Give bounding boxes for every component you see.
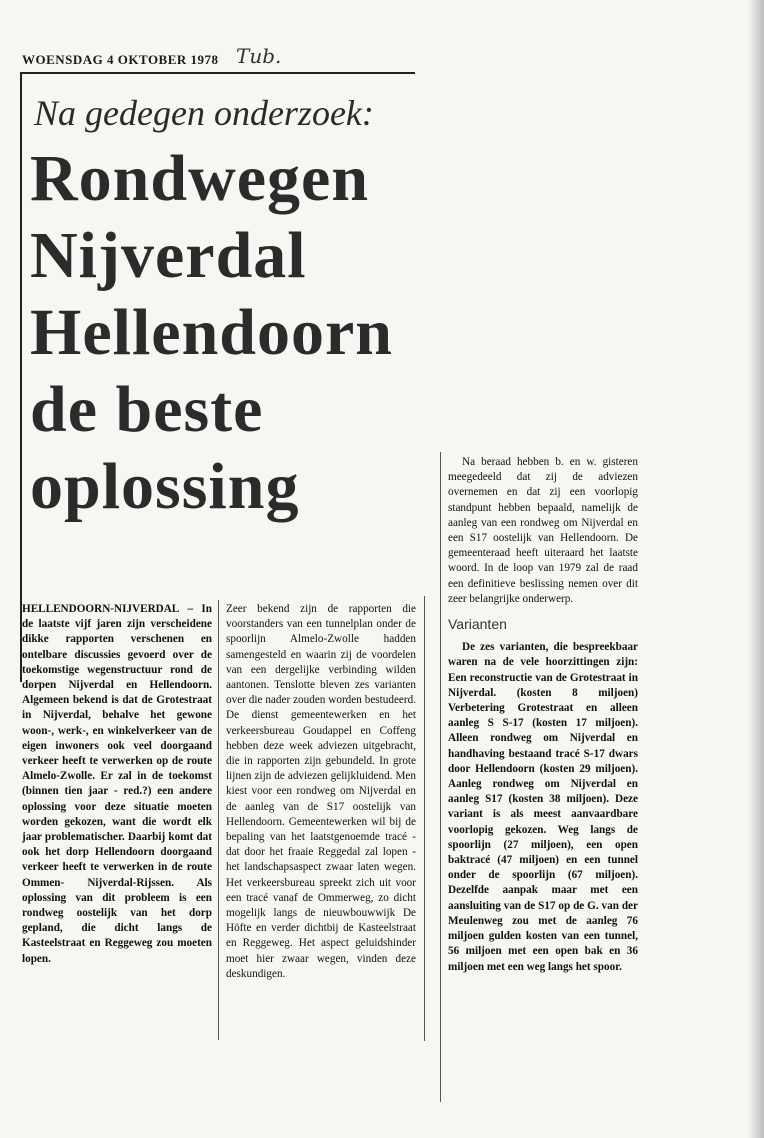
column-divider <box>440 452 441 1102</box>
headline-line: oplossing <box>30 450 300 523</box>
handwritten-source-note: Tub. <box>236 44 282 68</box>
headline-line: de beste <box>30 373 264 446</box>
top-rule <box>20 72 415 74</box>
article-kicker: Na gedegen onderzoek: <box>34 93 374 133</box>
article-headline <box>30 140 425 525</box>
headline-line: Nijverdal <box>30 219 307 292</box>
subheading: Varianten <box>448 616 507 633</box>
body-text: Zeer bekend zijn de rapporten die voorstanders van een tunnelplan onder de spoorlijn Almelo-Zwolle hadden samengesteld en waarin zij de voordelen van een dergelijke verbinding wilden aantonen. Tenslotte bleven zes varianten over die nader zouden worden bestudeerd. De dienst gemeentewerken en het verkeersbureau Goudappel en Coffeng hebben deze week adviezen uitgebracht, die in rapporten zijn gebundeld. In grote lijnen zijn de adviezen gelijkluidend. Men kiest voor een rondweg om Nijverdal en de aanleg van de S17 oostelijk van Hellendoorn. Gemeentewerken wil bij de bepaling van het laatstgenoemde tracé - dat door het fraaie Reggedal zal lopen - het landschapsaspect zwaar laten wegen. Het verkeersbureau spreekt zich uit voor een tracé vanaf de Ommerweg, zo dicht mogelijk langs de nieuwbouwwijk De Höfte en verder dichtbij de Kasteelstraat en Reggeweg. Het aspect geluidshinder moet hier zwaar wegen, vinden deze deskundigen. <box>226 603 416 980</box>
article-column-1 <box>22 602 212 967</box>
article-column-2 <box>226 602 416 982</box>
left-rule <box>20 72 22 682</box>
headline-line: Hellendoorn <box>30 296 394 369</box>
body-text: Na beraad hebben b. en w. gisteren meegedeeld dat zij de adviezen overnemen en dat zij een voorlopig standpunt hebben bepaald, namelijk de aanleg van een rondweg om Nijverdal en een S17 oostelijk van Hellendoorn. De gemeenteraad heeft uiteraard het laatste woord. In de loop van 1979 zal de raad een definitieve beslissing nemen over dit zeer belangrijke onderwerp. <box>448 456 638 605</box>
dateline: WOENSDAG 4 OKTOBER 1978 <box>22 52 219 67</box>
body-text: De zes varianten, die bespreekbaar waren na de vele hoorzittingen zijn: Een reconstructie van de Grotestraat in Nijverdal. (kosten 8 miljoen) Verbetering Grotestraat en alleen aanleg S S-17 (kosten 17 miljoen). Alleen rondweg om Nijverdal en handhaving bestaand tracé S-17 dwars door Hellendoorn (kosten 29 miljoen). Aanleg rondweg om Nijverdal en aanleg S17 (kosten 38 miljoen). Deze variant is als meest aanvaardbare voorlopig gekozen. Weg langs de spoorlijn (27 miljoen), een open baktracé (47 miljoen) en een tunnel onder de spoorlijn (67 miljoen). Dezelfde aanpak maar met een aansluiting van de S17 op de G. van der Meulenweg zou met de aanleg 76 miljoen gulden kosten van een tunnel, 56 miljoen met een open bak en 36 miljoen met een weg langs het spoor. <box>448 641 638 973</box>
headline-line: Rondwegen <box>30 142 370 215</box>
scan-edge-shadow <box>748 0 764 1138</box>
column-divider <box>218 600 219 1040</box>
body-text: – In de laatste vijf jaren zijn verscheidene dikke rapporten verschenen en ontelbare discussies gevoerd over de toekomstige wegenstructuur rond de dorpen Nijverdal en Hellendoorn. Algemeen bekend is dat de Grotestraat in Nijverdal, behalve het gewone woon-, werk-, en winkelverkeer van de eigen inwoners ook veel doorgaand verkeer heeft te verwerken op de route Almelo-Zwolle. Er zal in de toekomst (binnen tien jaar - red.?) een andere oplossing voor deze situatie moeten worden gekozen, want die wordt elk jaar problematischer. Daarbij komt dat ook het dorp Hellendoorn doorgaand verkeer heeft te verwerken in de route Ommen- Nijverdal-Rijssen. Als oplossing van dit probleem is een rondweg oostelijk van het dorp gepland, die dicht langs de Kasteelstraat en Reggeweg zou moeten lopen. <box>22 603 212 965</box>
column-divider <box>424 596 425 1041</box>
article-column-3 <box>448 455 638 975</box>
byline: HELLENDOORN-NIJVERDAL <box>22 603 180 615</box>
